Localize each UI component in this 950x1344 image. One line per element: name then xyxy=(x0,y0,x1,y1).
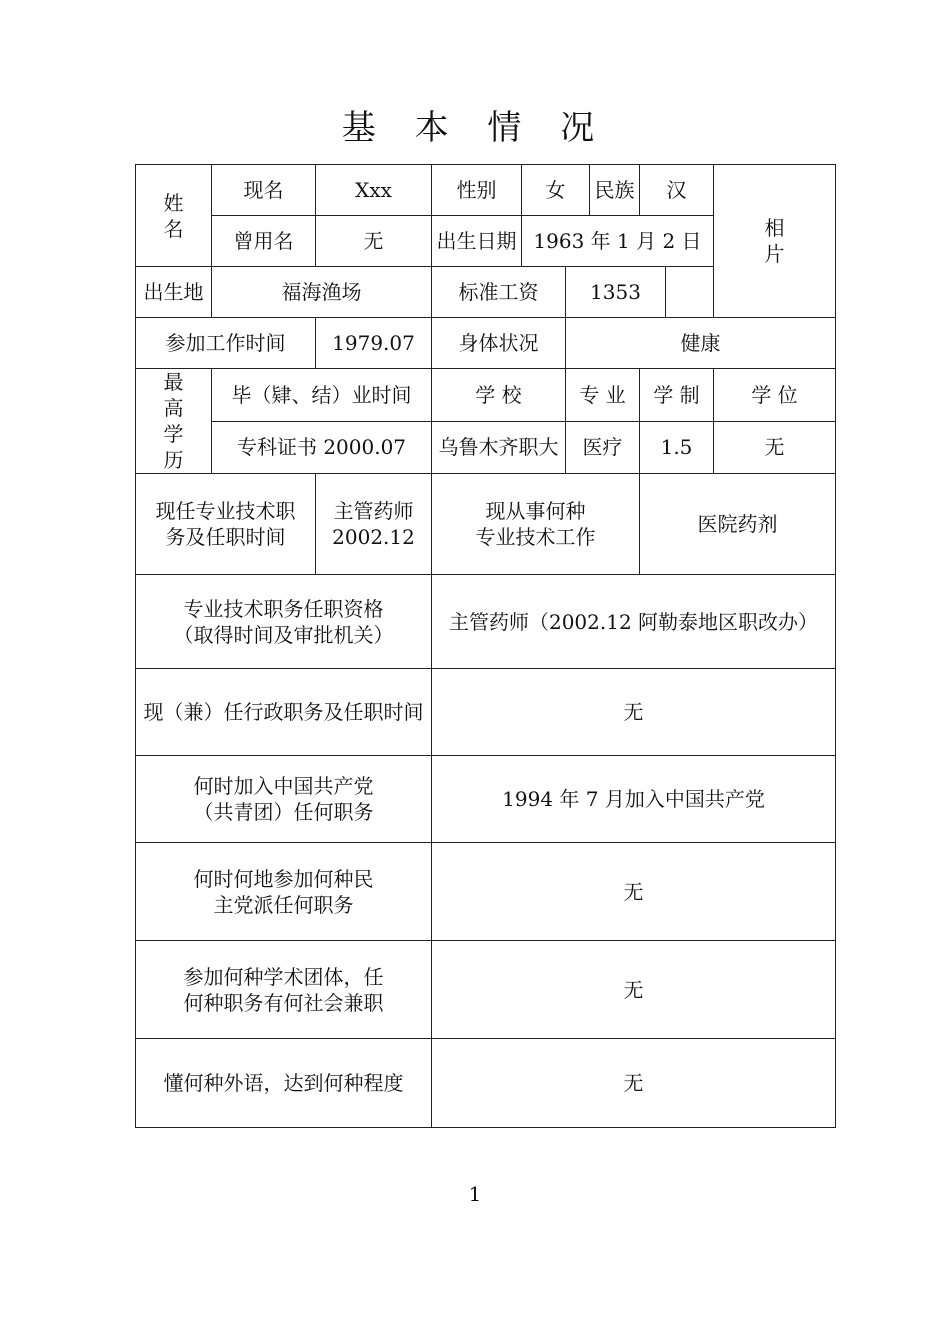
school-value: 乌鲁木齐职大 xyxy=(432,421,566,474)
tech-title-label-b: 务及任职时间 xyxy=(165,525,286,549)
admin-post-label: 现（兼）任行政职务及任职时间 xyxy=(136,669,432,756)
edu-char-2: 高 xyxy=(163,396,184,420)
page-title: 基 本 情 况 xyxy=(341,108,609,148)
academic-label xyxy=(136,941,432,1039)
former-name-label: 曾用名 xyxy=(212,216,316,267)
health-value: 健康 xyxy=(566,318,836,369)
ethnicity-label: 民族 xyxy=(590,165,640,216)
study-length-value: 1.5 xyxy=(640,421,714,474)
education-label-cell xyxy=(136,369,212,474)
current-work-value: 医院药剂 xyxy=(640,474,836,575)
current-name-label: 现名 xyxy=(212,165,316,216)
language-label: 懂何种外语，达到何种程度 xyxy=(136,1039,432,1128)
name-label-b: 名 xyxy=(163,216,184,241)
name-label-a: 姓 xyxy=(163,190,184,215)
salary-label: 标准工资 xyxy=(432,267,566,318)
tech-title-label xyxy=(136,474,316,575)
photo-label-a: 相 xyxy=(764,216,785,240)
photo-placeholder xyxy=(714,165,836,318)
tech-title-value-b: 2002.12 xyxy=(332,525,415,549)
birth-date-value: 1963 年 1 月 2 日 xyxy=(522,216,714,267)
edu-time-label: 毕（肄、结）业时间 xyxy=(212,369,432,422)
ethnicity-value: 汉 xyxy=(640,165,714,216)
academic-value: 无 xyxy=(432,941,836,1039)
page-number: 1 xyxy=(468,1182,482,1206)
qualification-label-a: 专业技术职务任职资格 xyxy=(183,596,384,621)
current-work-label-b: 专业技术工作 xyxy=(475,525,596,549)
admin-post-value: 无 xyxy=(432,669,836,756)
health-label: 身体状况 xyxy=(432,318,566,369)
qualification-label xyxy=(136,575,432,669)
study-length-label: 学 制 xyxy=(640,369,714,422)
current-work-label xyxy=(432,474,640,575)
work-start-label: 参加工作时间 xyxy=(136,318,316,369)
salary-value: 1353 xyxy=(566,267,666,318)
gender-value: 女 xyxy=(522,165,590,216)
current-name-value: Xxx xyxy=(316,165,432,216)
qualification-value: 主管药师（2002.12 阿勒泰地区职改办） xyxy=(432,575,836,669)
current-work-label-a: 现从事何种 xyxy=(485,499,586,523)
edu-char-3: 学 xyxy=(163,422,184,446)
language-value: 无 xyxy=(432,1039,836,1128)
edu-char-4: 历 xyxy=(163,448,184,472)
birthplace-value: 福海渔场 xyxy=(212,267,432,318)
party-label-a: 何时加入中国共产党 xyxy=(193,774,374,798)
school-label: 学 校 xyxy=(432,369,566,422)
academic-label-b: 何种职务有何社会兼职 xyxy=(183,990,384,1015)
edu-char-1: 最 xyxy=(163,370,184,394)
name-label-cell xyxy=(136,165,212,267)
tech-title-label-a: 现任专业技术职 xyxy=(155,499,296,523)
degree-value: 无 xyxy=(714,421,836,474)
party-label-b: （共青团）任何职务 xyxy=(193,800,374,824)
degree-label: 学 位 xyxy=(714,369,836,422)
major-value: 医疗 xyxy=(566,421,640,474)
party-value: 1994 年 7 月加入中国共产党 xyxy=(432,756,836,843)
photo-label-b: 片 xyxy=(764,242,785,266)
democratic-party-label xyxy=(136,843,432,941)
democratic-party-label-b: 主党派任何职务 xyxy=(213,892,354,917)
democratic-party-label-a: 何时何地参加何种民 xyxy=(193,866,374,891)
birthplace-label: 出生地 xyxy=(136,267,212,318)
major-label: 专 业 xyxy=(566,369,640,422)
tech-title-value xyxy=(316,474,432,575)
qualification-label-b: （取得时间及审批机关） xyxy=(173,622,394,647)
basic-info-form xyxy=(135,164,836,1128)
gender-label: 性别 xyxy=(432,165,522,216)
party-label xyxy=(136,756,432,843)
former-name-value: 无 xyxy=(316,216,432,267)
academic-label-a: 参加何种学术团体，任 xyxy=(183,964,384,989)
work-start-value: 1979.07 xyxy=(316,318,432,369)
edu-time-value: 专科证书 2000.07 xyxy=(212,421,432,474)
democratic-party-value: 无 xyxy=(432,843,836,941)
birth-date-label: 出生日期 xyxy=(432,216,522,267)
tech-title-value-a: 主管药师 xyxy=(333,499,414,523)
